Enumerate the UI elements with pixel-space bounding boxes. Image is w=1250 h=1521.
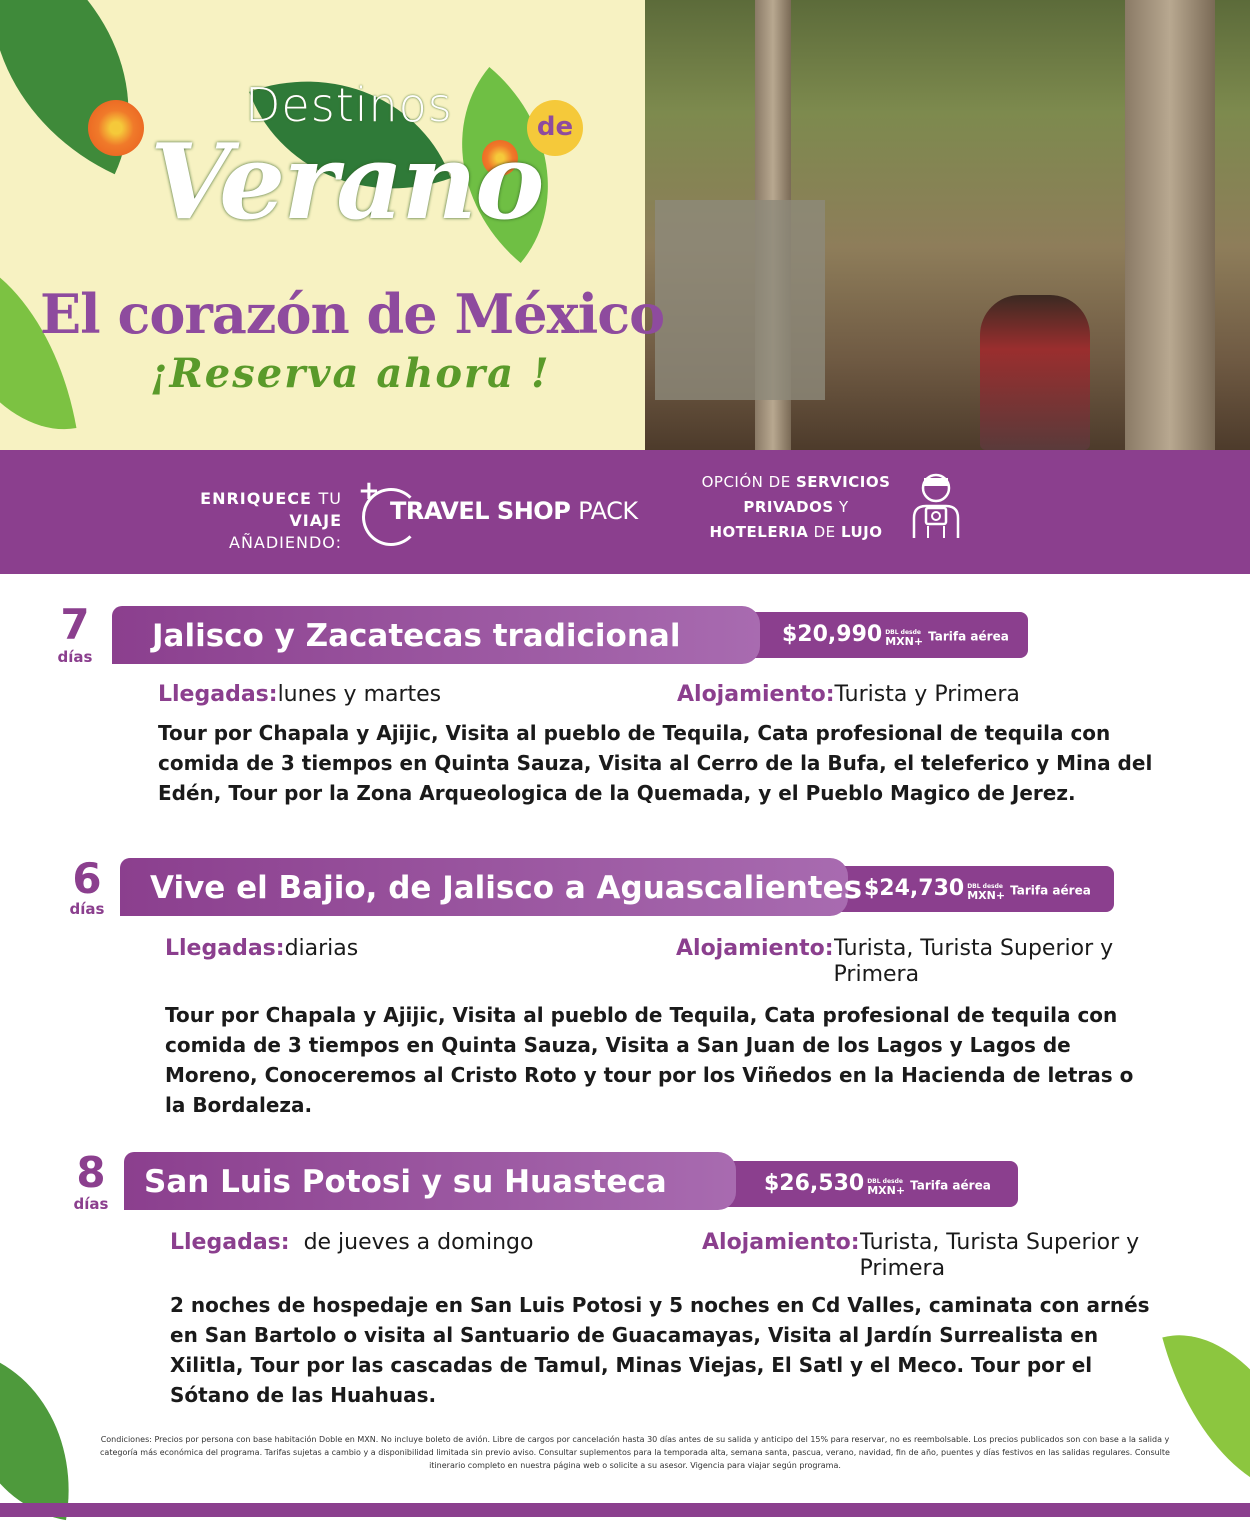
tour-price-badge: $24,730 DBL desde MXN+ Tarifa aérea — [808, 866, 1114, 912]
conditions-footnote: Condiciones: Precios por persona con base habitación Doble en MXN. No incluye boleto de avión. Libre de cargos por cancelación hasta 30 días antes de su salida y anticipo del 15% para reservar, no es reembolsable. Los precios publicados son con base a la salida y categoría más económica del programa. Tarifas sujetas a cambio y a disponibilidad limitada sin previo aviso. Consultar suplementos para la temporada alta, semana santa, pascua, verano, navidad, fin de año, puentes y días festivos en las salidas regulares. Consulte itinerario completo en nuestra página web o solicite a su asesor. Vigencia para viajar según programa. — [100, 1435, 1170, 1470]
photographer-icon — [910, 470, 962, 540]
tour-days-label: días — [73, 1195, 109, 1213]
couple-figure — [980, 295, 1090, 450]
tour-days-number: 8 — [76, 1148, 106, 1197]
tour-days-label: días — [57, 648, 93, 666]
logo-de-badge: de — [527, 100, 583, 156]
tour-title: Jalisco y Zacatecas tradicional — [112, 606, 760, 664]
travel-shop-pack-logo: TRAVEL SHOP PACK — [390, 497, 638, 525]
hero-subtitle: ¡Reserva ahora ! — [150, 350, 551, 397]
tour-title: Vive el Bajio, de Jalisco a Aguascalientes — [120, 858, 848, 916]
hero-banner — [0, 0, 1250, 450]
plus-icon: + — [358, 476, 380, 506]
private-services-text: OPCIÓN DE SERVICIOS PRIVADOS Y HOTELERIA DE LUJO — [701, 473, 891, 541]
tour-arrivals: Llegadas:diarias — [165, 936, 359, 961]
tour-price-badge: $20,990 DBL desde MXN+ Tarifa aérea — [720, 612, 1028, 658]
tour-arrivals: Llegadas: de jueves a domingo — [170, 1230, 534, 1255]
tour-lodging: Alojamiento:Turista y Primera — [677, 682, 1020, 707]
tour-description: Tour por Chapala y Ajijic, Visita al pueblo de Tequila, Cata profesional de tequila con comida de 3 tiempos en Quinta Sauza, Visita a San Juan de los Lagos y Lagos de Moreno, Conoceremos al Cristo Roto y tour por los Viñedos en la Hacienda de letras o la Bordaleza. — [165, 1003, 1134, 1117]
palm-leaf-decoration — [0, 1350, 92, 1520]
tour-days-label: días — [69, 900, 105, 918]
tour-lodging: Alojamiento: Turista, Turista Superior y Primera — [702, 1230, 1140, 1281]
tour-description: 2 noches de hospedaje en San Luis Potosi y 5 noches en Cd Valles, caminata con arnés en San Bartolo o visita al Santuario de Guacamayas, Visita al Jardín Surrealista en Xilitla, Tour por las cascadas de Tamul, Minas Viejas, El Satl y el Meco. Tour por el Sótano de las Huahuas. — [170, 1293, 1150, 1407]
enrich-text: ENRIQUECE TU VIAJE AÑADIENDO: — [200, 489, 342, 552]
tour-title: San Luis Potosi y su Huasteca — [124, 1152, 736, 1210]
tour-lodging: Alojamiento: Turista, Turista Superior y Primera — [676, 936, 1114, 987]
footer-strip — [0, 1503, 1250, 1517]
tour-days-number: 7 — [60, 600, 90, 649]
tour-arrivals: Llegadas:lunes y martes — [158, 682, 442, 707]
logo-destinos: Destinos — [245, 78, 453, 132]
tour-days-number: 6 — [72, 854, 102, 903]
hibiscus-flower-icon — [88, 100, 144, 156]
logo-verano: Verano — [150, 120, 543, 243]
tour-description: Tour por Chapala y Ajijic, Visita al pueblo de Tequila, Cata profesional de tequila con comida de 3 tiempos en Quinta Sauza, Visita al Cerro de la Bufa, el teleferico y Mina del Edén, Tour por la Zona Arqueologica de la Quemada, y el Pueblo Magico de Jerez. — [158, 721, 1153, 805]
tour-price-badge: $26,530 DBL desde MXN+ Tarifa aérea — [700, 1161, 1018, 1207]
palm-leaf-decoration — [1162, 1309, 1250, 1521]
hero-title: El corazón de México — [40, 282, 665, 346]
hero-photo — [645, 0, 1250, 450]
